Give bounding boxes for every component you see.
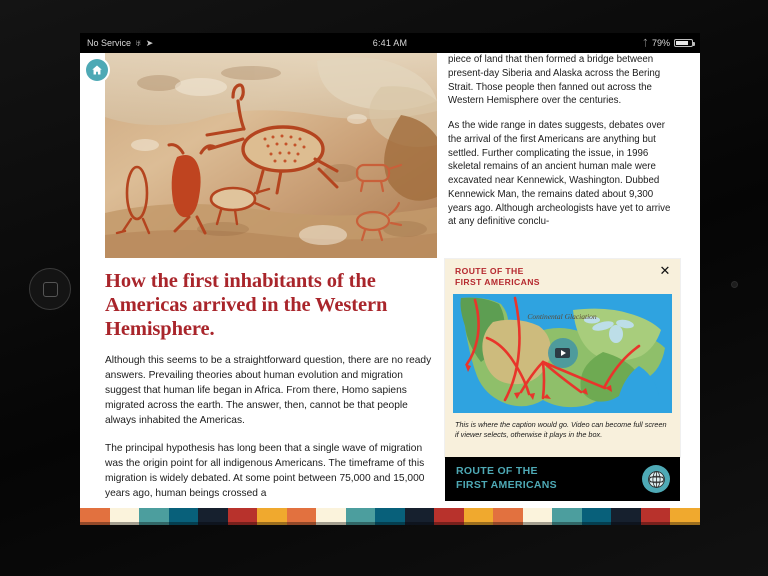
video-thumbnail[interactable] [453,294,672,413]
strip-shadow [80,522,700,525]
globe-button[interactable] [642,465,670,493]
status-right [643,33,693,53]
bluetooth-icon: ᛏ [642,38,648,48]
section-bar-titles [445,465,557,492]
page-title: How the first inhabitants of the Americas arrived in the Western Hemisphere. [105,270,388,340]
right-column [448,53,675,240]
clock-label: 6:41 AM [372,38,408,48]
location-arrow-icon: ➤ [145,38,154,48]
battery-percent-label: 79% [651,38,670,48]
wifi-icon: ♅ [135,38,142,48]
video-caption: This is where the caption would go. Video can become full screen if viewer selects, otherwise it plays in the box. [455,419,667,440]
article-page [80,53,700,525]
front-camera [731,281,738,288]
color-strip [80,508,700,525]
hero-image [105,53,437,258]
globe-icon [647,470,666,489]
carrier-label: No Service [87,38,132,48]
cave-painting-illustration [105,53,437,258]
section-bar[interactable] [445,457,680,501]
video-panel-title-line2: FIRST AMERICANS [455,277,540,288]
body-paragraph-3: piece of land that then formed a bridge between present-day Siberia and Alaska across the Bering Strait. Those people then fanned out across the Western Hemisphere over the centuries. [448,54,661,107]
home-square-icon [43,282,58,297]
video-panel [445,259,680,457]
body-paragraph-4: As the wide range in dates suggests, debates over the arrival of the first Americans are anything but settled. Further complicating the issue, in 1996 skeletal remains of an ancient human male were excavated near Kennewick, Washington. Dubbed Kennewick Man, the remains dated about 9,300 years ago. Although archeologists have yet to arrive at any definitive conclu- [448,120,671,228]
section-title-line1: ROUTE OF THE [456,465,538,478]
tablet-screen [80,33,700,525]
left-column [105,53,437,502]
play-button[interactable] [548,338,578,368]
home-button[interactable] [86,59,108,81]
section-title-line2: FIRST AMERICANS [456,479,557,491]
device-home-button[interactable] [29,268,71,310]
close-icon[interactable]: ✕ [659,263,671,278]
status-bar [80,33,700,53]
home-icon [91,64,103,76]
body-paragraph-2: The principal hypothesis has long been that a single wave of migration was the origin point for all indigenous Americans. The timeframe of this migration is widely debated. At some point between 75,000 and 15,000 years ago, human beings crossed a [105,443,425,500]
body-paragraph-1: Although this seems to be a straightforward question, there are no ready answers. Prevailing theories about human evolution and migration suggest that human life began in Africa. From there, Homo sapiens migrated across the earth. The answer, then, cannot be that people always inhabited the Americas. [105,355,432,427]
video-panel-header [445,259,680,293]
map-label: Continental Glaciation [527,311,597,321]
battery-icon [674,39,693,48]
video-panel-title-line1: ROUTE OF THE [455,266,524,276]
play-icon [555,348,570,359]
